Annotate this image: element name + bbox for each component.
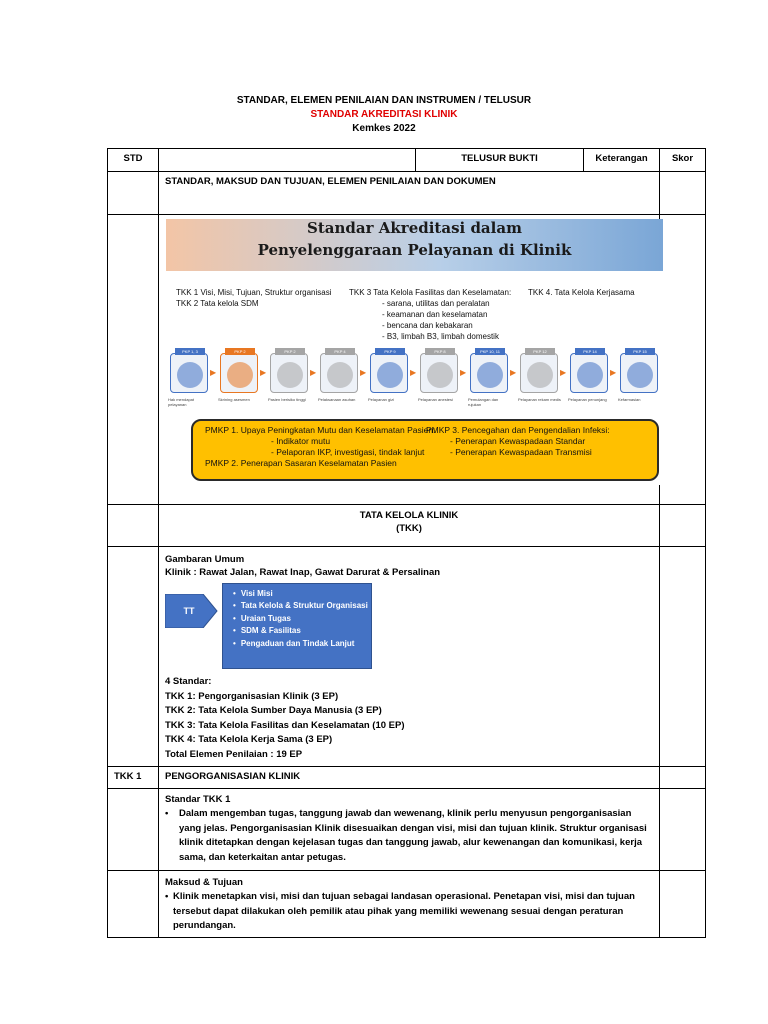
process-flow [168,349,663,413]
process-step [170,349,208,393]
tt-box [222,583,372,669]
step-illustration-icon [277,362,303,388]
table-row [108,870,706,937]
flow-arrow-icon: ▶ [310,368,317,377]
table-row [108,547,706,767]
infographic [166,219,663,485]
header-skor: Skor [660,149,706,172]
standards-table [107,148,706,938]
process-step-tag: PKP 14 [575,348,605,355]
process-step-caption: Kefarmasian [618,397,641,402]
process-step [420,349,458,393]
header-std: STD [108,149,159,172]
pmkp-box: PMKP 1. Upaya Peningkatan Mutu dan Keselamatan Pasien: - Indikator mutu - Pelaporan IKP, investigasi, tindak lanjut PMKP 2. Penerapan Sasaran Keselamatan Pasien PMKP 3. Pencegahan dan Pengendalian Infeksi: - Penerapan Kewaspadaan Standar - Penerapan Kewaspadaan Transmisi [191,419,659,481]
process-step-tag: PKP 12 [525,348,555,355]
list-item: • SDM & Fasilitas [233,625,365,637]
tt-label: TT [183,606,195,616]
step-illustration-icon [577,362,603,388]
section-title: STANDAR, MAKSUD DAN TUJUAN, ELEMEN PENILAIAN DAN DOKUMEN [159,172,660,215]
list-item: • Uraian Tugas [233,613,365,625]
flow-arrow-icon: ▶ [610,368,617,377]
table-header-row [108,149,706,172]
tkk-list-4: TKK 4. Tata Kelola Kerjasama [528,288,635,297]
header-blank [159,149,416,172]
standar-tkk1-text: Dalam mengemban tugas, tanggung jawab dan wewenang, klinik perlu menyusun pengorganisasian yang jelas. Pengorganisasian Klinik disesuaikan dengan visi, misi dan tujuan klinik. Struktur organisasi klinik ditetapkan dengan kejelasan tugas dan tanggung jawab, alur kewenangan dan komunikasi, kerja sama, dan keterkaitan antar petugas. [179,808,647,863]
process-step-tag: PKP 9 [375,348,405,355]
table-row [108,766,706,788]
process-step [570,349,608,393]
step-illustration-icon [327,362,353,388]
process-step-caption: Pemulangan dan rujukan [468,397,499,407]
infographic-title-2: Penyelenggaraan Pelayanan di Klinik [257,241,572,259]
step-illustration-icon [477,362,503,388]
flow-arrow-icon: ▶ [360,368,367,377]
step-illustration-icon [377,362,403,388]
step-illustration-icon [627,362,653,388]
header-keterangan: Keterangan [584,149,660,172]
gambaran-title: Gambaran Umum [165,554,245,565]
process-step [220,349,258,393]
step-illustration-icon [427,362,453,388]
process-step-tag: PKP 4 [325,348,355,355]
maksud-text: Klinik menetapkan visi, misi dan tujuan sebagai landasan operasional. Penetapan visi, misi dan tujuan tersebut dapat dilakukan oleh pemilik atau pihak yang memiliki wewenang sesuai dengan peraturan perundangan. [173,891,635,932]
process-step-tag: PKP 10, 11 [475,348,505,355]
header-telusur: TELUSUR BUKTI [416,149,584,172]
table-row [108,172,706,215]
tkk-list-1: TKK 1 Visi, Misi, Tujuan, Struktur organisasi TKK 2 Tata kelola SDM [176,288,332,308]
step-illustration-icon [177,362,203,388]
bullet-icon: • [165,808,169,820]
step-illustration-icon [227,362,253,388]
standar-list: 4 Standar: TKK 1: Pengorganisasian Klinik (3 EP) TKK 2: Tata Kelola Sumber Daya Manusia (3 EP) TKK 3: Tata Kelola Fasilitas dan Keselamatan (10 EP) TKK 4: Tata Kelola Kerja Sama (3 EP) Total Elemen Penilaian : 19 EP [165,676,405,760]
process-step-tag: PKP 2 [275,348,305,355]
process-step-caption: Pasien berisiko tinggi [268,397,306,402]
flow-arrow-icon: ▶ [210,368,217,377]
tkk-list-3: TKK 3 Tata Kelola Fasilitas dan Keselamatan: - sarana, utilitas dan peralatan - keamanan dan keselamatan - bencana dan kebakaran - B3, limbah B3, limbah domestik [349,288,512,341]
bullet-icon: • [165,891,169,903]
process-step [520,349,558,393]
flow-arrow-icon: ▶ [510,368,517,377]
tkk1-title: PENGORGANISASIAN KLINIK [159,766,660,788]
table-row [108,505,706,547]
process-step-caption: Pelayanan gizi [368,397,395,402]
process-step-caption: Pelaksanaan asuhan [318,397,356,402]
list-item: • Pengaduan dan Tindak Lanjut [233,638,365,650]
maksud-title: Maksud & Tujuan [165,876,243,888]
process-step-caption: Pelayanan penunjang [568,397,607,402]
tkk-heading-1: TATA KELOLA KLINIK [359,510,459,521]
standar-tkk1-title: Standar TKK 1 [165,793,231,805]
process-step-tag: PKP 2 [225,348,255,355]
document-header [0,94,768,136]
process-step [470,349,508,393]
process-step [370,349,408,393]
tkk-heading-2: (TKK) [396,523,422,534]
table-row [108,215,706,505]
process-step-caption: Hak mendapat pelayanan [168,397,195,407]
process-step [320,349,358,393]
process-step-tag: PKP 15 [625,348,655,355]
list-item: • Visi Misi [233,588,365,600]
process-step-caption: Pelayanan anestesi [418,397,453,402]
header-line-3: Kemkes 2022 [352,123,416,134]
process-step [620,349,658,393]
step-illustration-icon [527,362,553,388]
process-step-tag: PKP 1, 3 [175,348,205,355]
infographic-title-1: Standar Akreditasi dalam [307,219,522,237]
tkk1-code: TKK 1 [108,766,159,788]
header-line-2: STANDAR AKREDITASI KLINIK [310,109,458,120]
process-step-tag: PKP 8 [425,348,455,355]
table-row [108,788,706,870]
list-item: • Tata Kelola & Struktur Organisasi [233,600,365,612]
flow-arrow-icon: ▶ [410,368,417,377]
process-step [270,349,308,393]
process-step-caption: Skrining asesmen [218,397,250,402]
flow-arrow-icon: ▶ [260,368,267,377]
process-step-caption: Pelayanan rekam medis [518,397,561,402]
infographic-banner [166,219,663,271]
flow-arrow-icon: ▶ [560,368,567,377]
flow-arrow-icon: ▶ [460,368,467,377]
header-line-1: STANDAR, ELEMEN PENILAIAN DAN INSTRUMEN / TELUSUR [236,95,532,106]
tt-diagram [165,583,653,671]
gambaran-subtitle: Klinik : Rawat Jalan, Rawat Inap, Gawat Darurat & Persalinan [165,567,441,578]
